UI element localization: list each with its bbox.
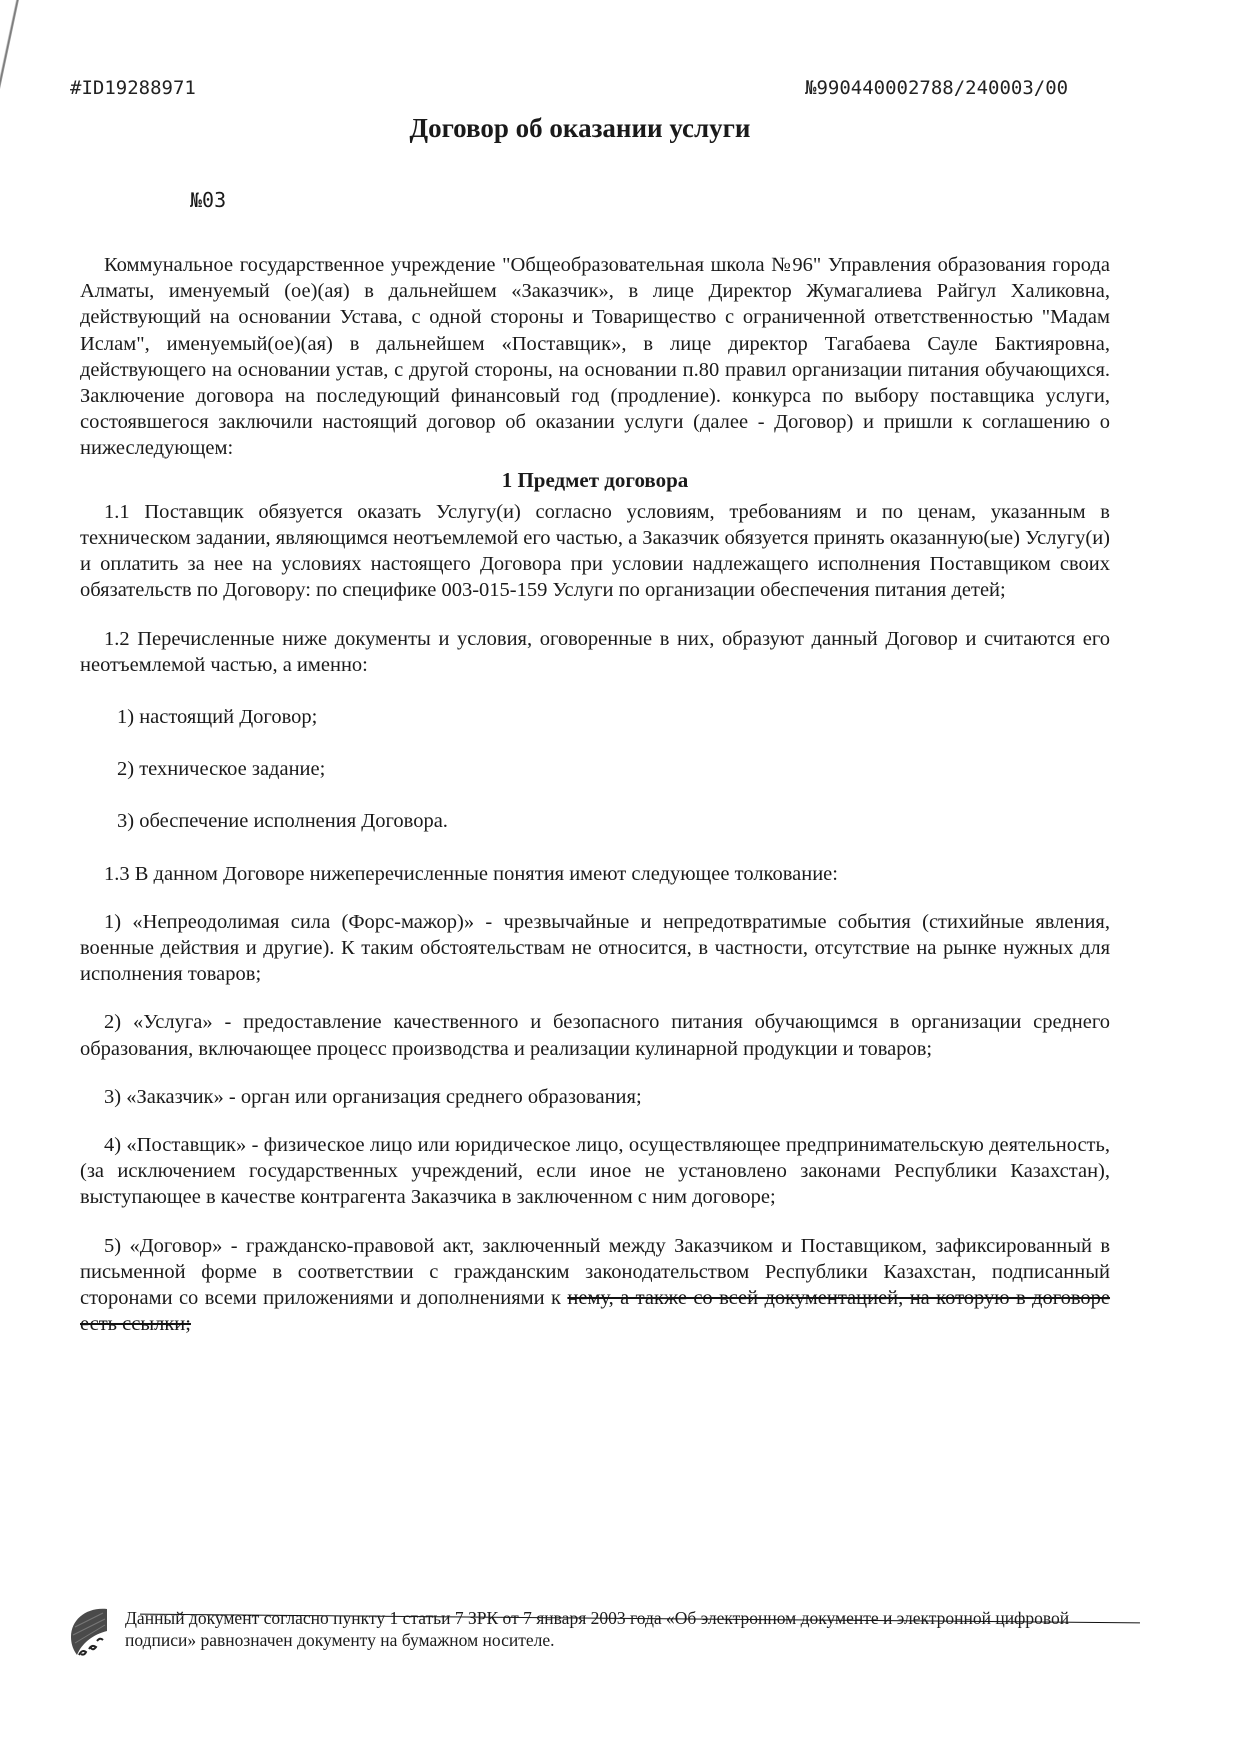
- document-title: Договор об оказании услуги: [409, 113, 751, 143]
- definition-item: 2) «Услуга» - предоставление качественного и безопасного питания обучающимся в организации среднего образования, включающее процесс производства и реализации кулинарной продукции и товаров;: [80, 1011, 1110, 1060]
- definition-item: [80, 1233, 1110, 1338]
- definition-item: 1) «Непреодолимая сила (Форс-мажор)» - чрезвычайные и непредотвратимые события (стихийные явления, военные действия и другие). К таким обстоятельствам не относится, в частности, отсутствие на рынке нужных для исполнения товаров;: [80, 910, 1110, 986]
- list-item: 3) обеспечение исполнения Договора.: [117, 810, 448, 833]
- section-heading: 1 Предмет договора: [501, 467, 689, 492]
- list-item: 2) техническое задание;: [117, 758, 326, 781]
- clause-1-2: 1.2 Перечисленные ниже документы и условия, оговоренные в них, образуют данный Договор и считаются его неотъемлемой частью, а именно:: [80, 627, 1110, 676]
- definition-5-struck-text: нему, а также со всей документацией, на которую в договоре есть ссылки;: [80, 1287, 1111, 1336]
- definition-item: 3) «Заказчик» - орган или организация среднего образования;: [104, 1085, 642, 1108]
- document-id: #ID19288971: [70, 77, 196, 99]
- preamble: Коммунальное государственное учреждение "Общеобразовательная школа №96" Управления образования города Алматы, именуемый (ое)(ая) в дальнейшем «Заказчик», в лице Директор Жумагалиева Райгул Халиковна, действующий на основании Устава, с одной стороны и Товарищество с ограниченной ответственностью "Мадам Ислам", именуемый(ое)(ая) в дальнейшем «Поставщик», в лице директор Тагабаева Сауле Бактияровна, действующего на основании устав, с другой стороны, на основании п.80 правил организации питания обучающихся. Заключение договора на последующий финансовый год (продление). конкурса по выбору поставщика услуги, состоявшегося заключили настоящий договор об оказании услуги (далее - Договор) и пришли к соглашению о нижеследующем:: [80, 254, 1110, 460]
- e-document-seal-icon: [67, 1605, 111, 1659]
- document-body: [80, 252, 1110, 1338]
- legal-notice: Данный документ согласно пункту 1 статьи 7 ЗРК от 7 января 2003 года «Об электронном документе и электронной цифровой подписи» равнозначен документу на бумажном носителе.: [125, 1608, 1070, 1650]
- registration-number: №990440002788/240003/00: [805, 77, 1069, 99]
- contract-number: №03: [190, 188, 227, 212]
- definition-5-text: 5) «Договор» - гражданско-правовой акт, заключенный между Заказчиком и Поставщиком, зафиксированный в письменной форме в соответствии с гражданским законодательством Республики Казахстан, подписанный сторонами со всеми приложениями и дополнениями к: [80, 1234, 1110, 1310]
- definition-item: 4) «Поставщик» - физическое лицо или юридическое лицо, осуществляющее предпринимательскую деятельность, (за исключением государственных учреждений, если иное не установлено законами Республики Казахстан), выступающее в качестве контрагента Заказчика в заключенном с ним договоре;: [80, 1134, 1110, 1209]
- clause-1-1: 1.1 Поставщик обязуется оказать Услугу(и) согласно условиям, требованиям и по ценам, указанным в техническом задании, являющимся неотъемлемой его частью, а Заказчик обязуется принять оказанную(ые) Услугу(и) и оплатить за нее на условиях настоящего Договора при условии надлежащего исполнения Поставщиком своих обязательств по Договору: по специфике 003-015-159 Услуги по организации обеспечения питания детей;: [80, 500, 1110, 602]
- list-item: 1) настоящий Договор;: [117, 706, 318, 729]
- clause-1-3: 1.3 В данном Договоре нижеперечисленные понятия имеют следующее толкование:: [104, 862, 838, 885]
